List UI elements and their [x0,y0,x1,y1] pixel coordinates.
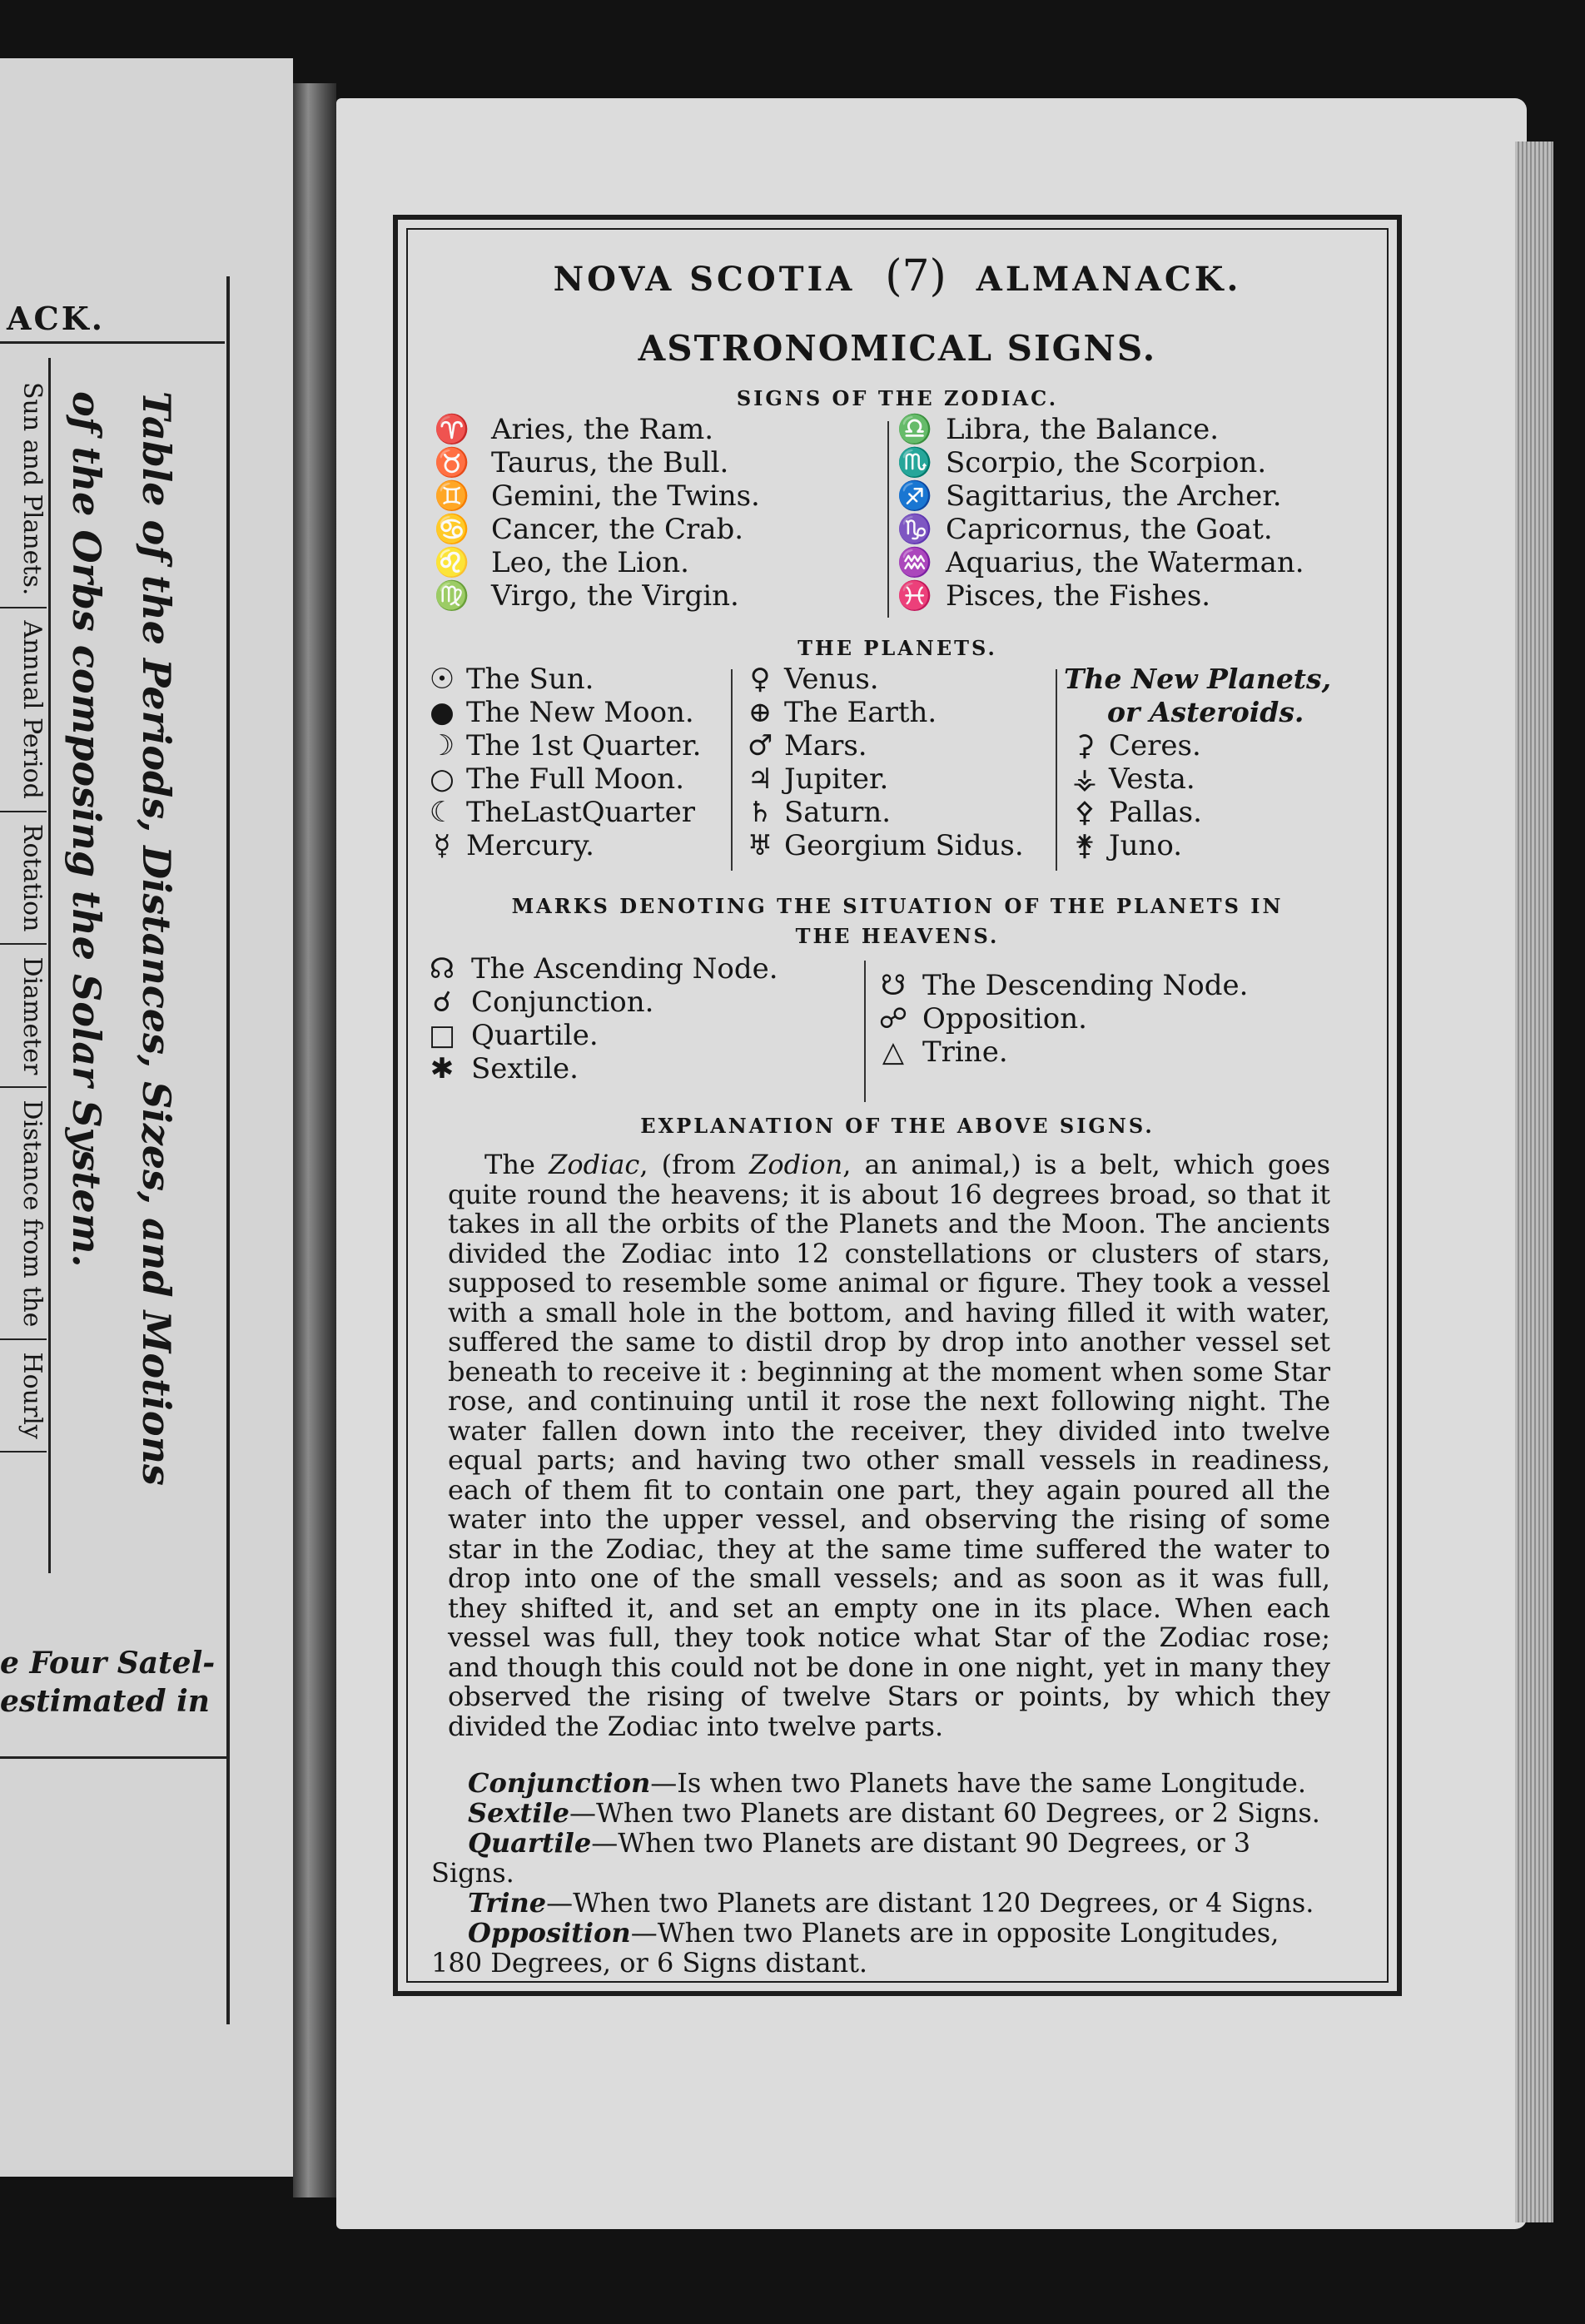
zodiac-label: Cancer, the Crab. [491,513,744,546]
taurus-icon: ♉ [434,446,470,479]
libra-icon: ♎ [897,413,933,446]
zodiac-left-column [431,413,760,613]
mercury-icon: ☿ [433,829,451,862]
planet-item [421,663,701,696]
footer-line: estimated in [0,1684,210,1719]
marks-right-column [872,969,1248,1069]
planets-column-2 [739,663,1024,862]
left-page-table-title: Table of the Periods, Distances, Sizes, and Motions of the Orbs composing the Solar System. [64,391,179,1486]
zodiac-label: Scorpio, the Scorpion. [946,446,1267,479]
explanation-paragraph [448,1150,1330,1741]
last-quarter-icon: ☾ [429,796,455,829]
planet-label: The Earth. [784,696,937,729]
planet-label: Pallas. [1109,796,1202,829]
aquarius-icon: ♒ [897,546,933,579]
zodiac-item [431,479,760,513]
left-facing-page [0,58,293,2177]
planet-label: Vesta. [1109,762,1195,796]
zodiac-label: Sagittarius, the Archer. [946,479,1282,513]
planets-divider-2 [1056,669,1057,871]
column-header: Rotation [0,812,47,946]
left-page-vertical-rule [226,276,230,2024]
mark-label: Sextile. [471,1052,579,1085]
zodiac-right-column [894,413,1304,613]
zodiac-divider [887,421,889,618]
zodiac-item [894,513,1304,546]
planets-column-3 [1064,663,1331,862]
zodiac-heading: SIGNS OF THE ZODIAC. [736,386,1059,410]
mark-item [872,969,1248,1002]
zodion-term: Zodion [749,1149,843,1180]
uranus-icon: ♅ [747,829,773,862]
definitions-list [431,1768,1330,1978]
planet-label: Jupiter. [784,762,889,796]
marks-heading: MARKS DENOTING THE SITUATION OF THE PLANETS IN [511,894,1284,918]
zodiac-label: Virgo, the Virgin. [491,579,739,613]
mark-label: Opposition. [922,1002,1087,1035]
definition-term: Trine [468,1887,547,1919]
page-number: (7) [885,251,947,301]
jupiter-icon: ♃ [747,762,773,796]
definition-term: Quartile [468,1827,592,1859]
planet-item [421,696,701,729]
page-title: ASTRONOMICAL SIGNS. [638,328,1157,369]
page-edges [1515,142,1553,2222]
trine-icon: △ [882,1035,905,1069]
mark-item [421,952,778,986]
zodiac-label: Gemini, the Twins. [491,479,760,513]
left-page-lower-box [0,1756,226,2034]
zodiac-term: Zodiac [549,1149,640,1180]
planet-item [739,829,1024,862]
marks-divider [864,961,866,1102]
planet-label: Saturn. [784,796,892,829]
column-header: Diameter [0,945,47,1088]
paragraph-text: , an animal,) is a belt, which goes quite round the heavens; it is about 16 degrees broad, so that it takes in all the orbits of the Planets and the Moon. The ancients divided the Zodiac into 12 constellations or clusters of stars, supposed to resemble some animal or figure. They took a vessel with a small hole in the bottom, and having filled it with water, suffered the same to distil drop by drop into another vessel set beneath to receive it : beginning at the moment when some Star rose, and continuing until it rose the next following night. The water fallen down into the receiver, they divided into twelve equal parts; and having two other small vessels in readiness, each of them fit to contain one part, they again poured all the water into the upper vessel, and observing the rising of some star in the Zodiac, they at the same time suffered the water to drop into one of the small vessels; and as soon as it was full, they shifted it, and set an empty one in its place. When each vessel was full, they took notice what Star of the Zodiac rose; and though this could not be done in one night, yet in many they observed the rising of twelve Stars or points, by which they divided the Zodiac into twelve parts. [448,1149,1331,1742]
juno-icon: ⚵ [1074,829,1096,862]
definition-text: —Is when two Planets have the same Longitude. [650,1767,1307,1799]
mark-item [421,1019,778,1052]
definition-term: Opposition [468,1917,631,1949]
planet-label: The 1st Quarter. [466,729,702,762]
vesta-icon: ⚶ [1072,762,1097,796]
zodiac-label: Taurus, the Bull. [491,446,729,479]
running-head [398,251,1397,301]
virgo-icon: ♍ [434,579,470,613]
aries-icon: ♈ [434,413,470,446]
zodiac-item [894,579,1304,613]
sagittarius-icon: ♐ [897,479,933,513]
saturn-icon: ♄ [747,796,773,829]
zodiac-label: Capricornus, the Goat. [946,513,1273,546]
zodiac-item [894,546,1304,579]
planet-item [739,796,1024,829]
ascending-node-icon: ☊ [429,952,455,986]
full-moon-icon: ○ [430,762,455,796]
planets-column-1 [421,663,701,862]
planet-label: The Full Moon. [466,762,685,796]
definition-text: —When two Planets are in opposite Longitudes, 180 Degrees, or 6 Signs distant. [431,1917,1279,1979]
descending-node-icon: ☋ [880,969,907,1002]
cancer-icon: ♋ [434,513,470,546]
zodiac-item [431,446,760,479]
sextile-icon: ✱ [430,1052,455,1085]
mark-item [421,986,778,1019]
running-head-right: ALMANACK. [976,260,1242,299]
zodiac-item [894,446,1304,479]
book-gutter [293,83,336,2197]
planet-item [739,762,1024,796]
mark-label: Quartile. [471,1019,599,1052]
planet-item [1064,762,1331,796]
asteroids-heading: or Asteroids. [1107,696,1304,728]
ceres-icon: ⚳ [1074,729,1096,762]
mark-item [872,1035,1248,1069]
opposition-icon: ☍ [878,1002,908,1035]
definition-text: —When two Planets are distant 60 Degrees, or 2 Signs. [569,1797,1320,1829]
planet-item [421,796,701,829]
definition-conjunction [431,1768,1330,1798]
definition-quartile [431,1828,1330,1888]
marks-heading-line-2: THE HEAVENS. [795,924,1000,948]
zodiac-item [894,413,1304,446]
mark-item [421,1052,778,1085]
planet-item [1064,829,1331,862]
capricorn-icon: ♑ [897,513,933,546]
column-header: Distance from the [0,1088,47,1340]
planet-label: Georgium Sidus. [784,829,1024,862]
planet-label: TheLastQuarter [466,796,695,829]
zodiac-label: Aquarius, the Waterman. [946,546,1304,579]
left-page-footer-text [0,1644,215,1721]
planet-item [1064,729,1331,762]
zodiac-item [431,413,760,446]
zodiac-item [431,513,760,546]
planet-item [421,829,701,862]
mark-label: The Ascending Node. [471,952,778,986]
quartile-icon: □ [428,1019,456,1052]
leo-icon: ♌ [434,546,470,579]
marks-left-column [421,952,778,1085]
new-planets-heading: The New Planets, [1064,663,1332,695]
new-moon-icon: ● [430,696,455,729]
planet-label: Mars. [784,729,867,762]
planet-label: Juno. [1109,829,1183,862]
mars-icon: ♂ [747,729,773,762]
planets-heading: THE PLANETS. [797,636,997,660]
definition-text: —When two Planets are distant 90 Degrees, or 3 Signs. [431,1827,1251,1889]
mark-label: Trine. [922,1035,1008,1069]
zodiac-label: Pisces, the Fishes. [946,579,1211,613]
scorpio-icon: ♏ [897,446,933,479]
first-quarter-icon: ☽ [429,729,455,762]
column-header: Hourly [0,1340,47,1452]
paragraph-text: , (from [639,1149,750,1180]
planet-item [739,696,1024,729]
column-header: Sun and Planets. [0,370,47,608]
pisces-icon: ♓ [897,579,933,613]
planet-label: Ceres. [1109,729,1201,762]
definition-text: —When two Planets are distant 120 Degrees, or 4 Signs. [546,1887,1314,1919]
definition-term: Sextile [468,1797,569,1829]
gemini-icon: ♊ [434,479,470,513]
left-page-rule [0,341,225,344]
zodiac-label: Aries, the Ram. [491,413,714,446]
pallas-icon: ⚴ [1074,796,1096,829]
planet-label: The New Moon. [466,696,694,729]
sun-icon: ☉ [429,663,455,696]
zodiac-item [431,546,760,579]
zodiac-item [894,479,1304,513]
planet-label: The Sun. [466,663,594,696]
footer-line: e Four Satel- [0,1646,216,1681]
planet-item [1064,796,1331,829]
planet-label: Venus. [784,663,879,696]
mark-item [872,1002,1248,1035]
running-head-left: NOVA SCOTIA [553,260,856,299]
planet-label: Mercury. [466,829,594,862]
planets-divider-1 [731,669,733,871]
page-frame [393,215,1402,1996]
definition-opposition [431,1918,1330,1978]
definition-sextile [431,1798,1330,1828]
definition-term: Conjunction [468,1767,651,1799]
earth-icon: ⊕ [748,696,773,729]
venus-icon: ♀ [749,663,771,696]
zodiac-item [431,579,760,613]
planet-item [421,729,701,762]
conjunction-icon: ☌ [432,986,452,1019]
definition-trine [431,1888,1330,1918]
zodiac-label: Leo, the Lion. [491,546,689,579]
mark-label: Conjunction. [471,986,654,1019]
planet-item [739,663,1024,696]
left-page-running-head: ACK. [7,300,105,337]
zodiac-label: Libra, the Balance. [946,413,1220,446]
planet-item [739,729,1024,762]
paragraph-text: The [484,1149,549,1180]
mark-label: The Descending Node. [922,969,1249,1002]
planet-item [421,762,701,796]
explanation-heading: EXPLANATION OF THE ABOVE SIGNS. [640,1114,1155,1138]
column-header: Annual Period [0,608,47,812]
